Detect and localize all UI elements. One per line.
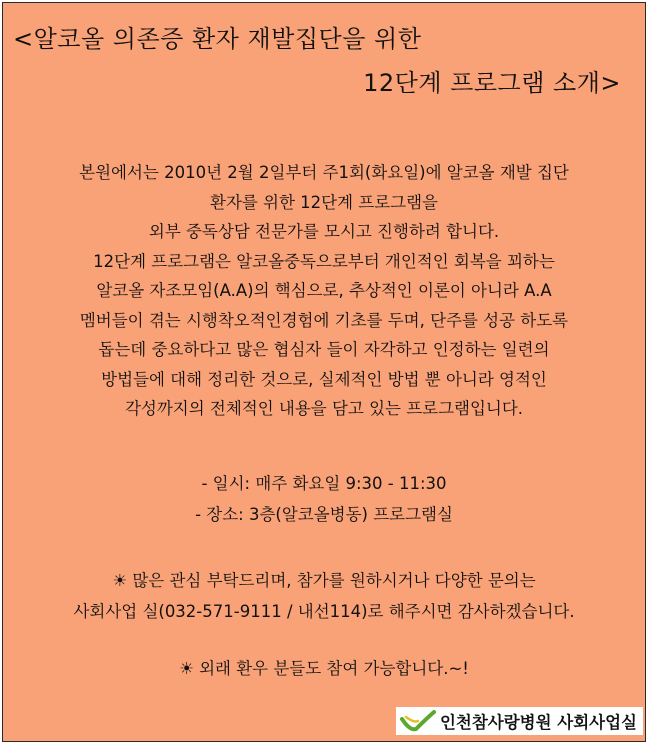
- schedule-place: - 장소: 3층(알코올병동) 프로그램실: [195, 505, 453, 524]
- title-line-1: <알코올 의존증 환자 재발집단을 위한: [13, 25, 422, 53]
- title-line-2: 12단계 프로그램 소개>: [363, 69, 621, 97]
- program-description: [3, 158, 645, 424]
- contact-block: [3, 565, 645, 627]
- description-line: 방법들에 대해 정리한 것으로, 실제적인 방법 뿐 아니라 영적인: [101, 369, 547, 389]
- schedule-time: - 일시: 매주 화요일 9:30 - 11:30: [201, 474, 447, 493]
- description-line: 돕는데 중요하다고 많은 협심자 들이 자각하고 인정하는 일련의: [98, 340, 550, 359]
- description-line: 본원에서는 2010년 2월 2일부터 주1회(화요일)에 알코올 재발 집단: [79, 163, 569, 182]
- contact-line-2: 사회사업 실(032-571-9111 / 내선114)로 해주시면 감사하겠습니다.: [73, 602, 575, 621]
- description-line: 환자를 위한 12단계 프로그램을: [210, 192, 438, 212]
- description-line: 각성까지의 전체적인 내용을 담고 있는 프로그램입니다.: [124, 399, 524, 418]
- schedule-block: [3, 468, 645, 530]
- description-line: 알코올 자조모임(A.A)의 핵심으로, 추상적인 이론이 아니라 A.A: [96, 281, 552, 300]
- contact-line-1: ☀ 많은 관심 부탁드리며, 참가를 원하시거나 다양한 문의는: [112, 571, 536, 590]
- signature-text: 인천참사랑병원 사회사업실: [439, 713, 637, 732]
- description-line: 멤버들이 겪는 시행착오적인경험에 기초를 두며, 단주를 성공 하도록: [79, 310, 569, 330]
- notice-poster: [2, 2, 646, 742]
- hospital-logo-icon: [400, 709, 436, 733]
- signature: [396, 707, 643, 735]
- description-line: 12단계 프로그램은 알코올중독으로부터 개인적인 회복을 꾀하는: [93, 251, 555, 271]
- description-line: 외부 중독상담 전문가를 모시고 진행하려 합니다.: [148, 222, 500, 241]
- outpatient-note: ☀ 외래 환우 분들도 참여 가능합니다.~!: [179, 659, 469, 678]
